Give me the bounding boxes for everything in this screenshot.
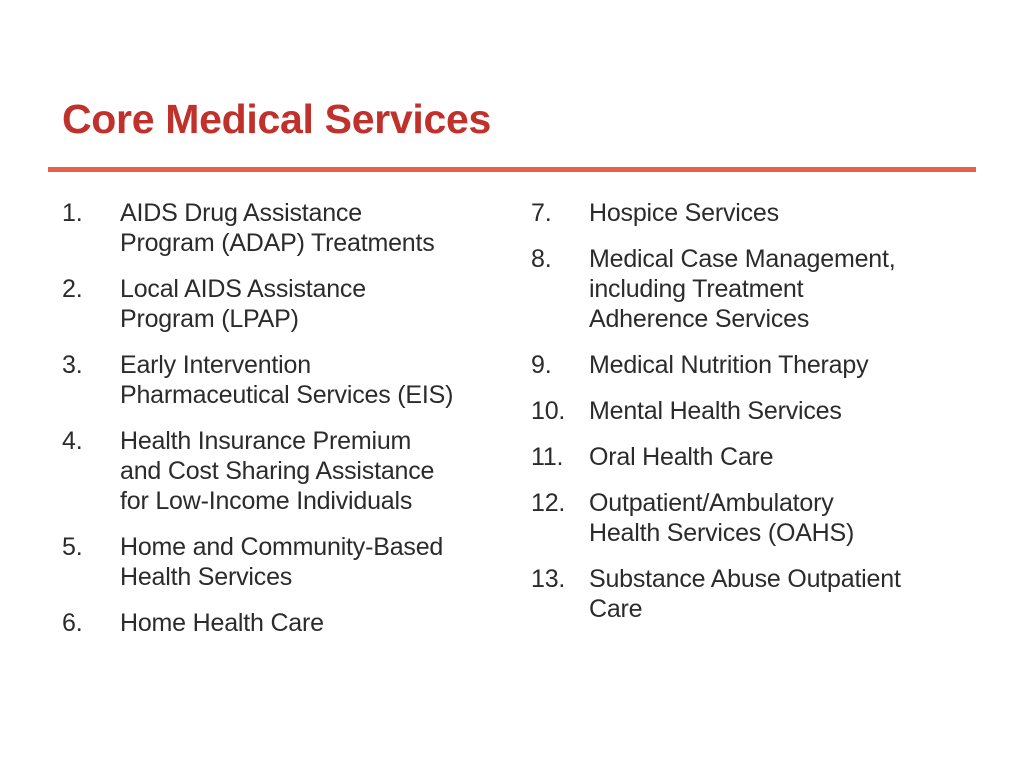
item-text: Home and Community-Based Health Services (120, 533, 444, 591)
item-text: Medical Case Management, including Treatment Adherence Services (589, 245, 896, 333)
item-number: 2. (62, 275, 83, 303)
list-item (62, 608, 502, 638)
list-item (531, 442, 971, 472)
title-underline (48, 167, 976, 172)
list-item (531, 244, 971, 334)
item-text: Outpatient/Ambulatory Health Services (OAHS) (589, 489, 855, 547)
item-number: 10. (531, 397, 566, 425)
list-item (531, 198, 971, 228)
item-text: Hospice Services (589, 199, 779, 227)
item-text: Local AIDS Assistance Program (LPAP) (120, 275, 366, 333)
list-item (62, 532, 502, 592)
item-number: 6. (62, 609, 83, 637)
services-list-left (62, 198, 502, 654)
item-number: 12. (531, 489, 566, 517)
item-text: Mental Health Services (589, 397, 842, 425)
list-item (531, 564, 971, 624)
list-item (62, 426, 502, 516)
item-number: 9. (531, 351, 552, 379)
item-number: 3. (62, 351, 83, 379)
list-item (62, 350, 502, 410)
item-number: 13. (531, 565, 566, 593)
item-number: 7. (531, 199, 552, 227)
item-number: 1. (62, 199, 83, 227)
item-text: Early Intervention Pharmaceutical Services (EIS) (120, 351, 454, 409)
list-item (62, 198, 502, 258)
item-number: 4. (62, 427, 83, 455)
list-item (62, 274, 502, 334)
list-item (531, 488, 971, 548)
list-item (531, 396, 971, 426)
services-list-right (531, 198, 971, 640)
item-text: Home Health Care (120, 609, 324, 637)
item-number: 11. (531, 443, 564, 471)
item-text: Medical Nutrition Therapy (589, 351, 869, 379)
item-number: 5. (62, 533, 83, 561)
slide-title: Core Medical Services (62, 96, 491, 142)
item-text: AIDS Drug Assistance Program (ADAP) Treatments (120, 199, 435, 257)
item-text: Health Insurance Premium and Cost Sharing Assistance for Low-Income Individuals (120, 427, 435, 515)
item-text: Oral Health Care (589, 443, 774, 471)
item-text: Substance Abuse Outpatient Care (589, 565, 901, 623)
list-item (531, 350, 971, 380)
item-number: 8. (531, 245, 552, 273)
